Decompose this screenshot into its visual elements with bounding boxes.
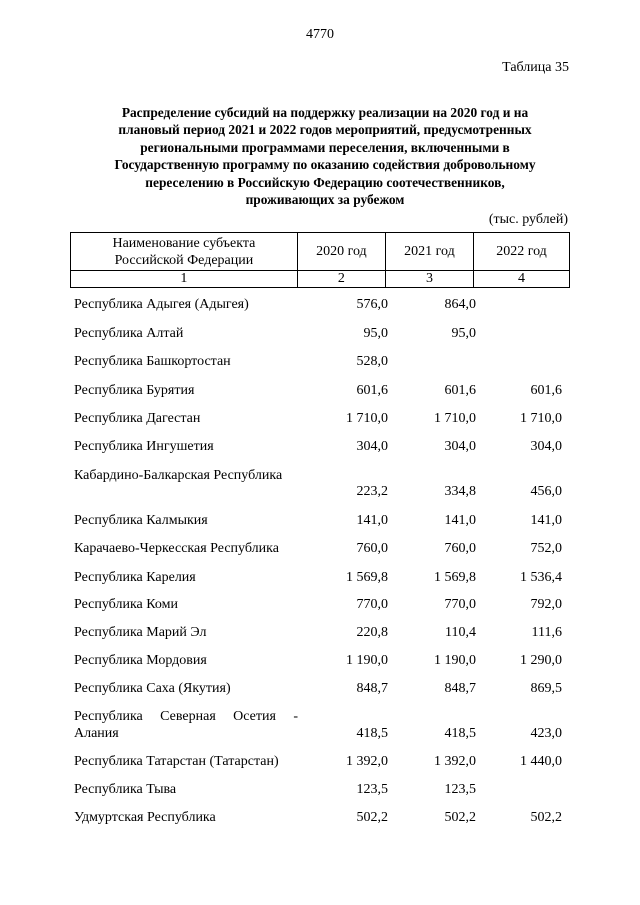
value-2022: 1 710,0 [520, 411, 562, 426]
region-name: Удмуртская Республика [74, 810, 216, 825]
value-2020: 1 190,0 [346, 653, 388, 668]
region-name: Республика Ингушетия [74, 439, 214, 454]
value-2022: 111,6 [531, 625, 562, 640]
value-2020: 601,6 [356, 383, 388, 398]
value-2022: 869,5 [530, 681, 562, 696]
region-name: Республика Тыва [74, 782, 177, 797]
value-2022: 502,2 [530, 810, 562, 825]
page-number: 4770 [306, 27, 334, 42]
value-2022: 1 536,4 [520, 570, 562, 585]
region-name: Республика Башкортостан [74, 354, 231, 369]
value-2021: 304,0 [444, 439, 476, 454]
units-note: (тыс. рублей) [488, 212, 568, 227]
table-header [70, 232, 570, 288]
title-line: региональными программами переселения, включенными в [140, 139, 510, 155]
title-line: проживающих за рубежом [245, 192, 405, 208]
value-2021: 760,0 [444, 541, 476, 556]
value-2020: 770,0 [356, 597, 388, 612]
value-2020: 95,0 [363, 326, 388, 341]
region-name: Кабардино-Балкарская Республика [74, 468, 283, 483]
region-name: Республика Бурятия [74, 383, 195, 398]
title-line: плановый период 2021 и 2022 годов мероприятий, предусмотренных [118, 122, 532, 138]
header-2020: 2020 год [297, 233, 385, 271]
value-2021: 601,6 [444, 383, 476, 398]
value-2021: 123,5 [444, 782, 476, 797]
value-2022: 304,0 [530, 439, 562, 454]
value-2021: 864,0 [444, 297, 476, 312]
value-2021: 1 710,0 [434, 411, 476, 426]
value-2021: 770,0 [444, 597, 476, 612]
column-number-2: 2 [297, 271, 385, 288]
value-2020: 528,0 [356, 354, 388, 369]
title-line: Государственную программу по оказанию содействия добровольному [114, 157, 536, 173]
value-2020: 1 392,0 [346, 754, 388, 769]
value-2022: 752,0 [530, 541, 562, 556]
value-2020: 576,0 [356, 297, 388, 312]
region-name: Республика Адыгея (Адыгея) [74, 297, 249, 312]
value-2021: 110,4 [445, 625, 476, 640]
value-2022: 1 440,0 [520, 754, 562, 769]
value-2020: 220,8 [356, 625, 388, 640]
value-2022: 141,0 [530, 513, 562, 528]
title-line: переселению в Российскую Федерацию соотечественников, [145, 174, 505, 190]
value-2022: 792,0 [530, 597, 562, 612]
column-number-4: 4 [474, 271, 570, 288]
value-2020: 418,5 [356, 726, 388, 741]
header-region-name [71, 233, 298, 271]
region-name: Республика Северная Осетия - Алания [74, 709, 298, 741]
region-name: Республика Калмыкия [74, 513, 208, 528]
value-2020: 1 569,8 [346, 570, 388, 585]
header-2021: 2021 год [385, 233, 473, 271]
region-name: Республика Марий Эл [74, 625, 207, 640]
value-2022: 601,6 [530, 383, 562, 398]
value-2021: 141,0 [444, 513, 476, 528]
value-2020: 502,2 [356, 810, 388, 825]
value-2021: 1 392,0 [434, 754, 476, 769]
region-name: Карачаево-Черкесская Республика [74, 541, 279, 556]
value-2021: 502,2 [444, 810, 476, 825]
value-2020: 848,7 [356, 681, 388, 696]
value-2021: 334,8 [444, 484, 476, 499]
region-name: Республика Карелия [74, 570, 196, 585]
value-2021: 95,0 [451, 326, 476, 341]
region-name: Республика Мордовия [74, 653, 207, 668]
column-number-3: 3 [385, 271, 473, 288]
region-name: Республика Дагестан [74, 411, 201, 426]
region-name: Республика Татарстан (Татарстан) [74, 754, 279, 769]
header-region-name-line2: Российской Федерации [114, 252, 254, 268]
value-2022: 423,0 [530, 726, 562, 741]
header-region-name-line1: Наименование субъекта [112, 235, 256, 251]
value-2020: 123,5 [356, 782, 388, 797]
value-2022: 1 290,0 [520, 653, 562, 668]
value-2021: 1 569,8 [434, 570, 476, 585]
value-2022: 456,0 [530, 484, 562, 499]
region-name: Республика Коми [74, 597, 178, 612]
value-2021: 1 190,0 [434, 653, 476, 668]
value-2021: 848,7 [444, 681, 476, 696]
table-title [70, 104, 580, 208]
value-2020: 1 710,0 [346, 411, 388, 426]
table-label: Таблица 35 [502, 60, 569, 75]
value-2020: 304,0 [356, 439, 388, 454]
value-2020: 223,2 [356, 484, 388, 499]
region-name: Республика Алтай [74, 326, 184, 341]
region-name: Республика Саха (Якутия) [74, 681, 231, 696]
value-2021: 418,5 [444, 726, 476, 741]
header-2022: 2022 год [474, 233, 570, 271]
value-2020: 760,0 [356, 541, 388, 556]
title-line: Распределение субсидий на поддержку реализации на 2020 год и на [121, 105, 529, 120]
column-number-1: 1 [71, 271, 298, 288]
value-2020: 141,0 [356, 513, 388, 528]
